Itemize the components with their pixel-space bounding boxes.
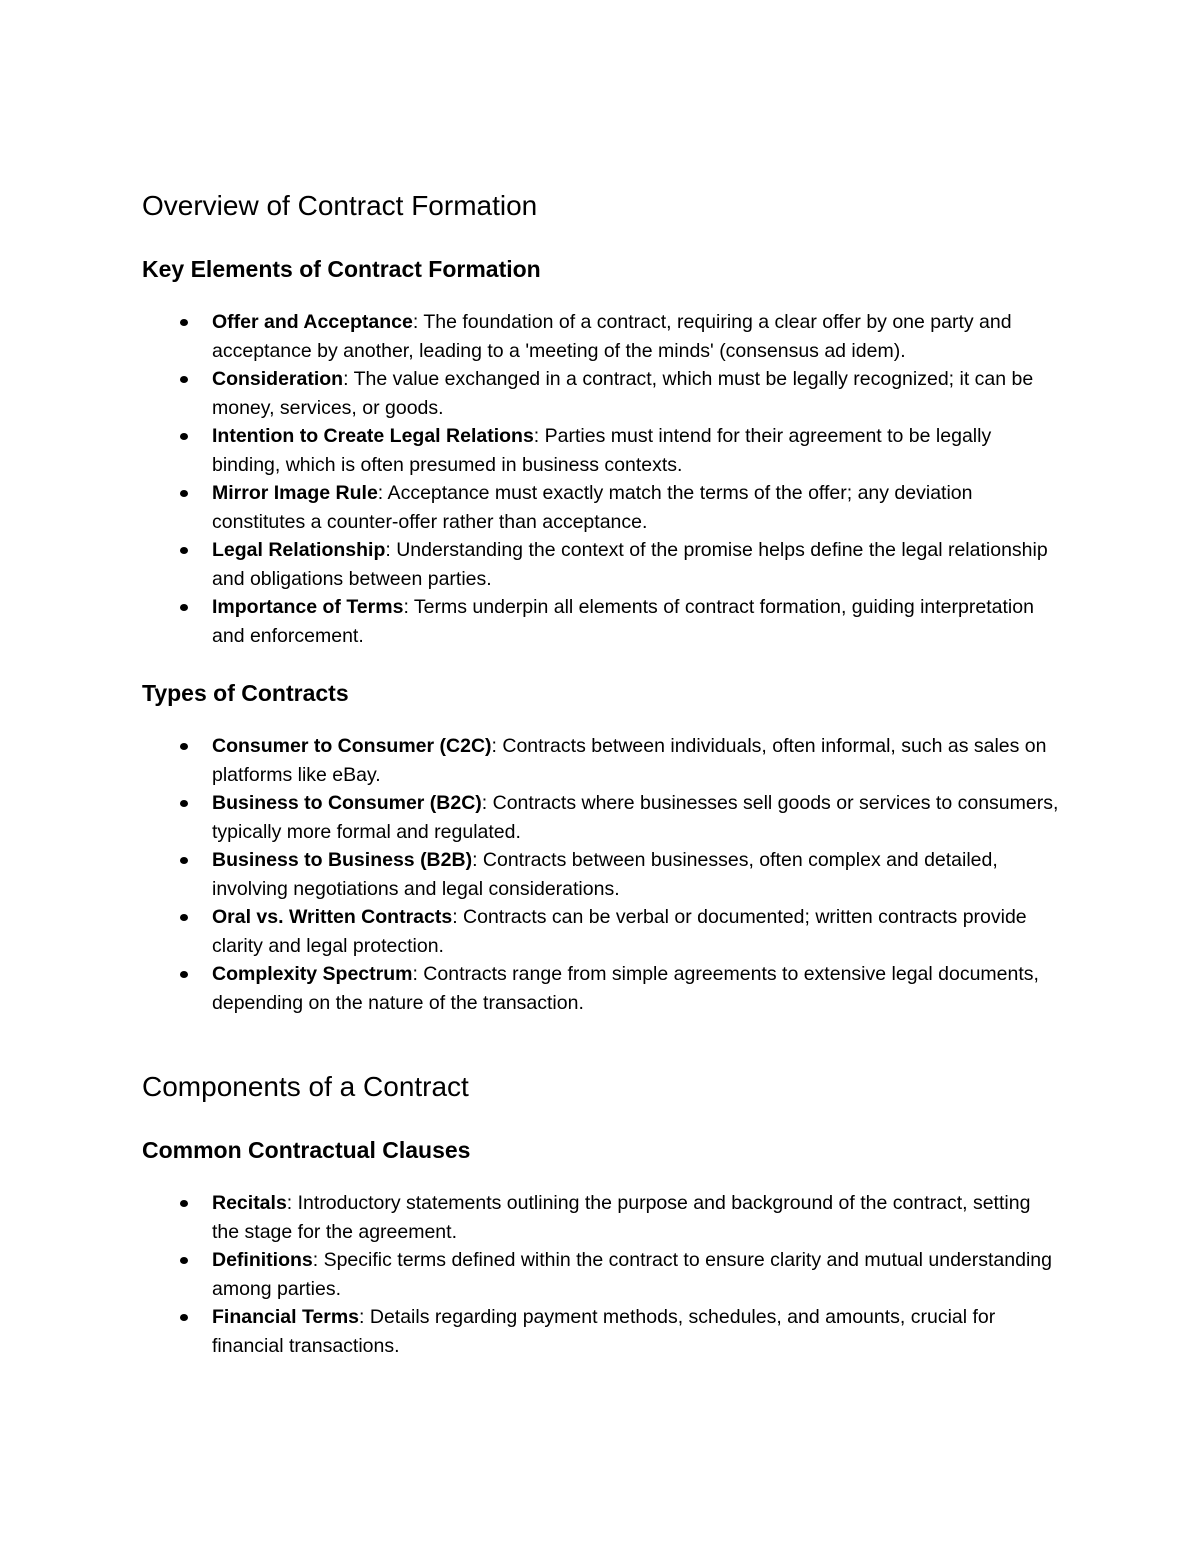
list-item: [142, 479, 1062, 536]
bullet-icon: [180, 800, 188, 807]
document-page: [142, 188, 1062, 1360]
list-item-term: Business to Business (B2B): [212, 849, 473, 871]
list-item-text: : Contracts between businesses, often complex and detailed, involving negotiations and legal considerations.: [212, 849, 998, 900]
list-item-text: : Specific terms defined within the contract to ensure clarity and mutual understanding among parties.: [212, 1249, 1052, 1300]
list-item-term: Intention to Create Legal Relations: [212, 425, 534, 447]
list-item-text: : Details regarding payment methods, schedules, and amounts, crucial for financial transactions.: [212, 1306, 996, 1357]
subsection-title-types-of-contracts: Types of Contracts: [142, 680, 349, 706]
bullet-icon: [180, 490, 188, 497]
list-item: [142, 732, 1062, 789]
list-item-term: Oral vs. Written Contracts: [212, 906, 453, 928]
bullet-icon: [180, 604, 188, 611]
list-item: [142, 422, 1062, 479]
list-item: [142, 365, 1062, 422]
list-item-term: Mirror Image Rule: [212, 482, 378, 504]
list-item-term: Legal Relationship: [212, 539, 386, 561]
list-item-term: Financial Terms: [212, 1306, 360, 1328]
list-item-text: : Acceptance must exactly match the terms of the offer; any deviation constitutes a counter-offer rather than acceptance.: [212, 482, 973, 533]
common-clauses-list: [142, 1189, 1062, 1360]
bullet-icon: [180, 914, 188, 921]
list-item-text: : Contracts can be verbal or documented; written contracts provide clarity and legal protection.: [212, 906, 1027, 957]
list-item: [142, 903, 1062, 960]
bullet-icon: [180, 547, 188, 554]
list-item: [142, 1246, 1062, 1303]
bullet-icon: [180, 1257, 188, 1264]
list-item-term: Consumer to Consumer (C2C): [212, 735, 492, 757]
list-item: [142, 1303, 1062, 1360]
list-item-text: : Contracts range from simple agreements to extensive legal documents, depending on the nature of the transaction.: [212, 963, 1039, 1014]
list-item-text: : The foundation of a contract, requiring a clear offer by one party and acceptance by another, leading to a 'meeting of the minds' (consensus ad idem).: [212, 311, 1012, 362]
list-item-term: Business to Consumer (B2C): [212, 792, 482, 814]
list-item-term: Importance of Terms: [212, 596, 404, 618]
list-item-term: Definitions: [212, 1249, 313, 1271]
list-item-text: : Understanding the context of the promise helps define the legal relationship and obligations between parties.: [212, 539, 1048, 590]
key-elements-list: [142, 308, 1062, 650]
bullet-icon: [180, 319, 188, 326]
list-item-text: : Introductory statements outlining the purpose and background of the contract, setting the stage for the agreement.: [212, 1192, 1031, 1243]
list-item: [142, 789, 1062, 846]
bullet-icon: [180, 433, 188, 440]
subsection-title-common-clauses: Common Contractual Clauses: [142, 1137, 471, 1163]
section-title-components: Components of a Contract: [142, 1071, 469, 1102]
list-item-text: : Contracts where businesses sell goods or services to consumers, typically more formal and regulated.: [212, 792, 1059, 843]
list-item: [142, 960, 1062, 1017]
list-item-text: : The value exchanged in a contract, which must be legally recognized; it can be money, services, or goods.: [212, 368, 1034, 419]
types-of-contracts-list: [142, 732, 1062, 1017]
section-title-contract-formation: Overview of Contract Formation: [142, 190, 538, 221]
list-item: [142, 536, 1062, 593]
list-item-term: Offer and Acceptance: [212, 311, 413, 333]
bullet-icon: [180, 857, 188, 864]
list-item: [142, 593, 1062, 650]
list-item-text: : Terms underpin all elements of contract formation, guiding interpretation and enforcement.: [212, 596, 1034, 647]
list-item: [142, 846, 1062, 903]
bullet-icon: [180, 1200, 188, 1207]
bullet-icon: [180, 1314, 188, 1321]
bullet-icon: [180, 971, 188, 978]
list-item-term: Recitals: [212, 1192, 287, 1214]
list-item-text: : Contracts between individuals, often informal, such as sales on platforms like eBay.: [212, 735, 1047, 786]
list-item-term: Complexity Spectrum: [212, 963, 413, 985]
subsection-title-key-elements: Key Elements of Contract Formation: [142, 256, 541, 282]
bullet-icon: [180, 376, 188, 383]
bullet-icon: [180, 743, 188, 750]
list-item: [142, 308, 1062, 365]
list-item-text: : Parties must intend for their agreement to be legally binding, which is often presumed in business contexts.: [212, 425, 992, 476]
list-item: [142, 1189, 1062, 1246]
list-item-term: Consideration: [212, 368, 344, 390]
